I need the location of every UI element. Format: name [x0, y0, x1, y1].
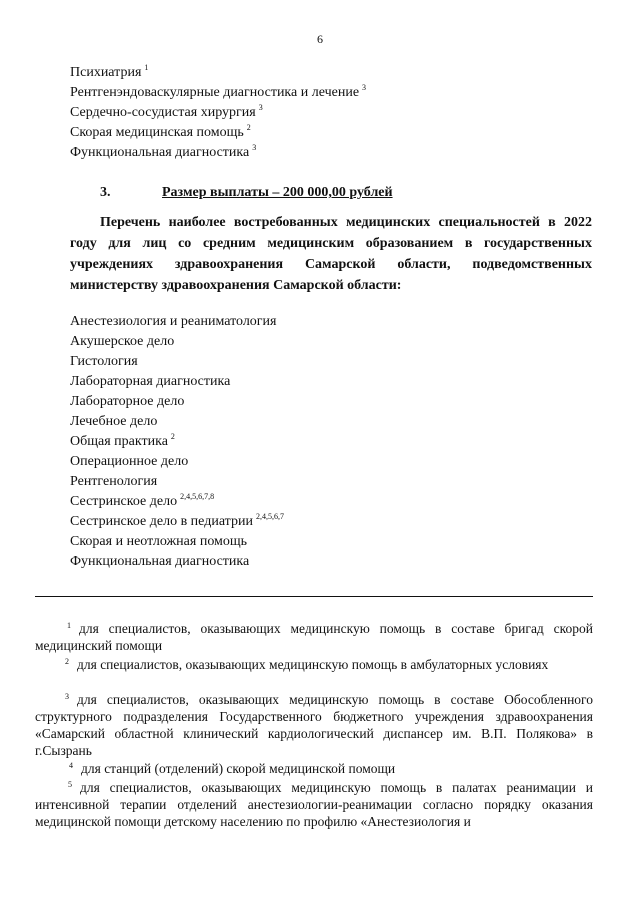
list-item — [70, 98, 366, 118]
footnote-mark: 5 — [68, 780, 72, 789]
list-item-text: Гистология — [70, 354, 138, 369]
footnote-ref: 3 — [258, 103, 263, 112]
list-item-text: Сестринское дело — [70, 494, 178, 509]
list-item — [70, 78, 366, 98]
list-item-text: Сердечно-сосудистая хирургия — [70, 105, 256, 120]
footnote-text: для специалистов, оказывающих медицинскую помощь в палатах реанимации и интенсивной терапии отделений анестезиологии-реанимации согласно порядку оказания медицинской помощи детскому населению по профилю «Анестезиология и — [35, 780, 593, 829]
footnote-ref: 2 — [246, 123, 251, 132]
footnote-mark: 2 — [65, 657, 69, 666]
list-item-text: Функциональная диагностика — [70, 145, 250, 160]
list-item-text: Скорая и неотложная помощь — [70, 534, 248, 549]
page-number: 6 — [317, 32, 323, 46]
list-item-text: Рентгенология — [70, 474, 158, 489]
footnote — [35, 776, 593, 830]
footnote-divider — [35, 596, 593, 597]
specialties-list-top — [70, 58, 366, 158]
list-item-text: Скорая медицинская помощь — [70, 125, 244, 140]
list-item-text: Операционное дело — [70, 454, 189, 469]
list-item-text: Сестринское дело в педиатрии — [70, 514, 253, 529]
list-item-text: Анестезиология и реаниматология — [70, 314, 277, 329]
section-heading — [100, 185, 393, 201]
specialties-list-bottom — [70, 307, 284, 567]
footnote-mark: 3 — [65, 692, 69, 701]
list-item — [70, 527, 284, 547]
list-item — [70, 427, 284, 447]
footnote-ref: 2,4,5,6,7 — [255, 512, 284, 521]
section-title: Размер выплаты – 200 000,00 рублей — [162, 185, 393, 200]
intro-paragraph: Перечень наиболее востребованных медицинских специальностей в 2022 году для лиц со средним медицинским образованием в государственных учреждениях здравоохранения Самарской области, подведомственных министерству здравоохранения Самарской области: — [70, 215, 592, 293]
list-item-text: Лабораторная диагностика — [70, 374, 231, 389]
list-item — [70, 138, 366, 158]
list-item — [70, 367, 284, 387]
footnote — [35, 757, 593, 777]
list-item-text: Акушерское дело — [70, 334, 175, 349]
list-item — [70, 387, 284, 407]
list-item-text: Функциональная диагностика — [70, 554, 250, 569]
footnote-mark: 4 — [69, 761, 73, 770]
list-item — [70, 58, 366, 78]
footnote-text: для специалистов, оказывающих медицинскую помощь в амбулаторных условиях — [77, 657, 549, 672]
footnote — [35, 688, 593, 759]
list-item — [70, 487, 284, 507]
footnote-mark: 1 — [67, 621, 71, 630]
list-item — [70, 447, 284, 467]
list-item — [70, 307, 284, 327]
list-item — [70, 407, 284, 427]
list-item — [70, 547, 284, 567]
footnote-ref: 2,4,5,6,7,8 — [180, 492, 215, 501]
footnote-text: для станций (отделений) скорой медицинской помощи — [81, 761, 396, 776]
list-item — [70, 327, 284, 347]
footnote-ref: 1 — [144, 63, 149, 72]
section-number: 3. — [100, 185, 111, 200]
footnote-text: для специалистов, оказывающих медицинскую помощь в составе бригад скорой медицинский помощи — [35, 621, 593, 653]
list-item-text: Психиатрия — [70, 65, 142, 80]
list-item-text: Лечебное дело — [70, 414, 158, 429]
footnote-ref: 3 — [362, 83, 367, 92]
footnote-text: для специалистов, оказывающих медицинскую помощь в составе Обособленного структурного подразделения Государственного бюджетного учреждения здравоохранения «Самарский областной клинический кардиологический диспансер им. В.П. Полякова» в г.Сызрань — [35, 692, 593, 758]
list-item — [70, 467, 284, 487]
footnote-ref: 3 — [252, 143, 257, 152]
list-item-text: Лабораторное дело — [70, 394, 185, 409]
list-item — [70, 347, 284, 367]
list-item — [70, 507, 284, 527]
footnote-ref: 2 — [170, 432, 175, 441]
list-item — [70, 118, 366, 138]
footnote — [35, 653, 593, 673]
list-item-text: Общая практика — [70, 434, 168, 449]
list-item-text: Рентгенэндоваскулярные диагностика и лечение — [70, 85, 360, 100]
footnote — [35, 617, 593, 654]
